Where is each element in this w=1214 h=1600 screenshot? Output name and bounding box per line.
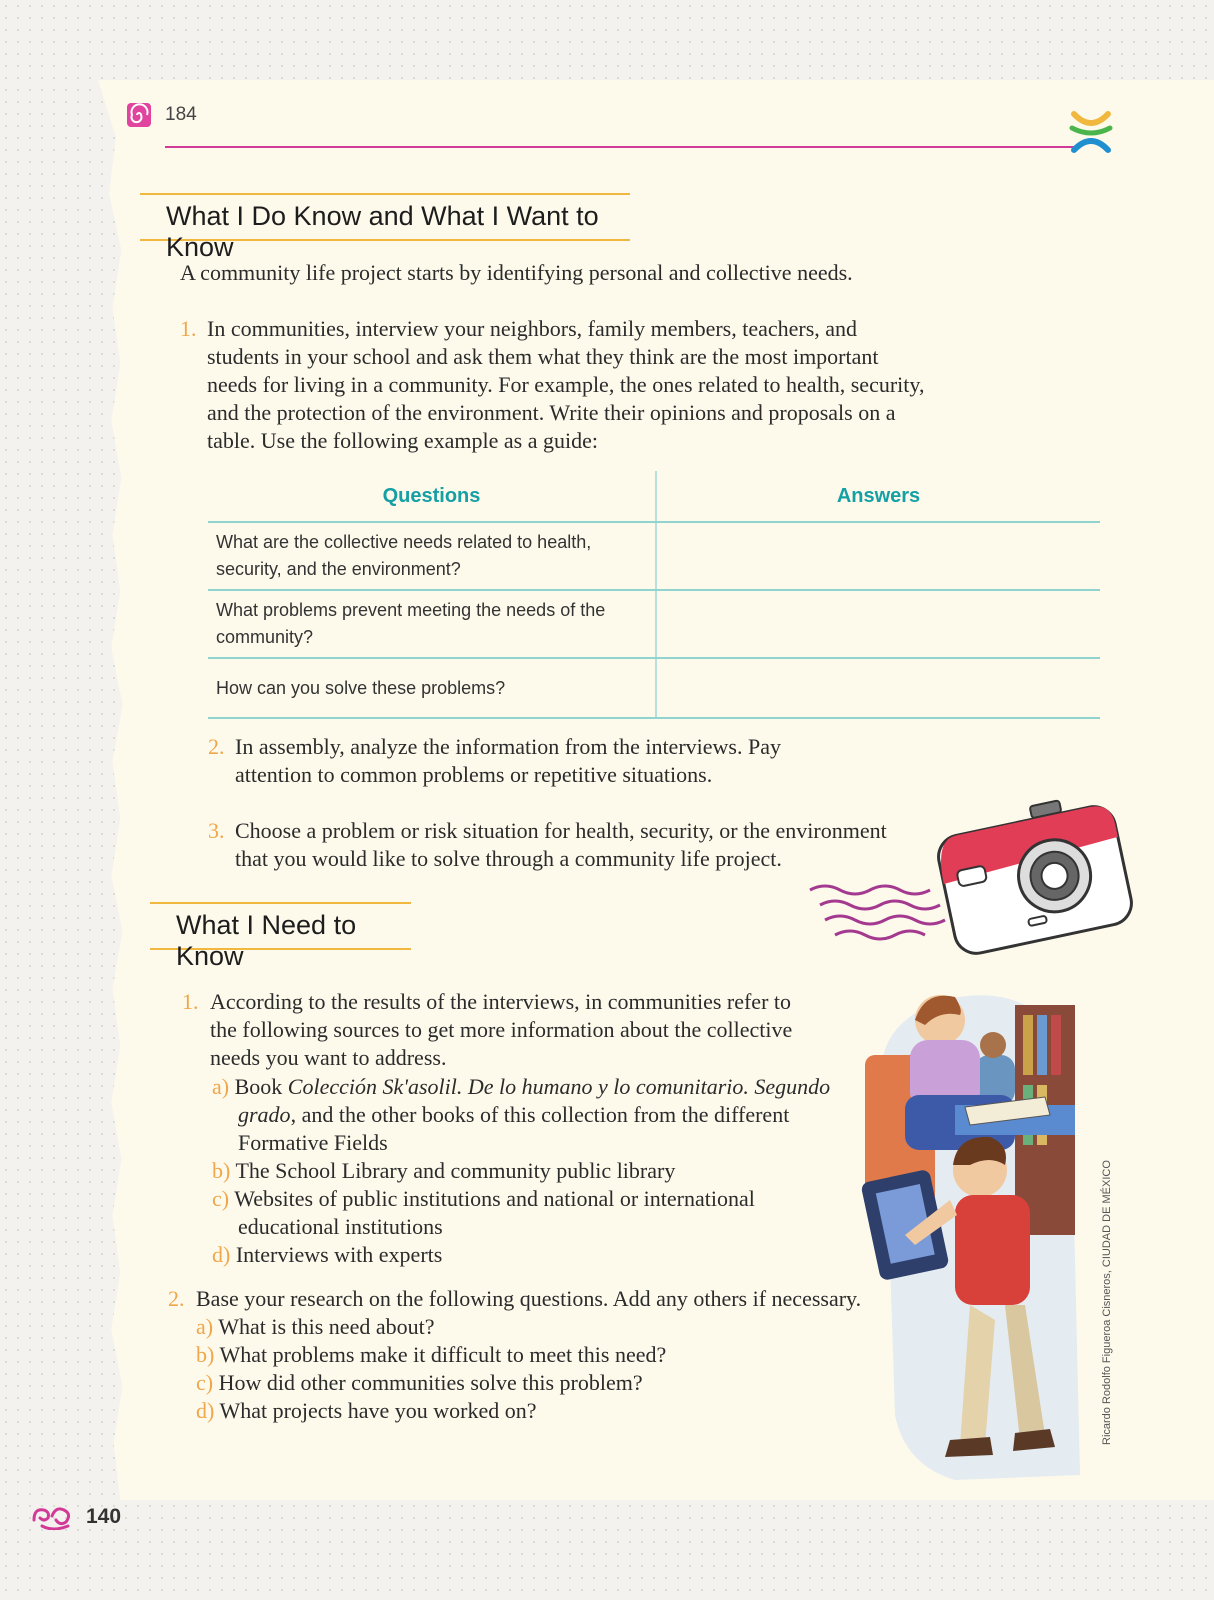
text-line: the following sources to get more information about the collective <box>210 1017 793 1042</box>
sub-item-letter: c) <box>196 1370 214 1395</box>
sub-item-letter: d) <box>196 1398 215 1423</box>
camera-illustration <box>800 795 1140 960</box>
item-number: 1. <box>182 989 199 1014</box>
sub-item-need <box>196 1313 888 1341</box>
text-line: In assembly, analyze the information from the interviews. Pay <box>235 734 781 759</box>
table-header-answers: Answers <box>656 471 1100 522</box>
text-line: needs you want to address. <box>210 1045 447 1070</box>
sub-item-letter: a) <box>196 1314 214 1339</box>
sub-item-library <box>212 1157 842 1185</box>
section-title-what-i-know: What I Do Know and What I Want to Know <box>140 193 630 241</box>
sub-item-other-communities <box>196 1369 888 1397</box>
field-emblem-icon <box>1066 108 1116 156</box>
sub-item-letter: a) <box>212 1074 230 1099</box>
motion-lines <box>810 886 945 939</box>
item-number: 2. <box>168 1286 185 1311</box>
text-line: According to the results of the interviews, in communities refer to <box>210 989 792 1014</box>
text-line: and the protection of the environment. Write their opinions and proposals on a <box>207 400 896 425</box>
book-title: Colección Sk'asolil. De lo humano y lo comunitario. Segundo grado <box>238 1074 831 1127</box>
table-row <box>208 590 1100 658</box>
intro-paragraph: A community life project starts by identifying personal and collective needs. <box>180 260 853 285</box>
sub-item-projects <box>196 1397 888 1425</box>
footer-ornament-icon <box>30 1502 76 1530</box>
table-cell <box>656 658 1100 718</box>
sub-item-text: What problems make it difficult to meet this need? <box>219 1342 667 1367</box>
sub-item-letter: b) <box>196 1342 215 1367</box>
header-rule <box>165 146 1080 148</box>
students-library-illustration <box>845 985 1095 1490</box>
list-item-assembly <box>208 733 908 789</box>
sub-item-problems <box>196 1341 888 1369</box>
sub-item-text: The School Library and community public library <box>235 1158 676 1183</box>
table-row <box>208 658 1100 718</box>
sub-item-letter: c) <box>212 1186 230 1211</box>
text-line: table. Use the following example as a guide: <box>207 428 598 453</box>
sub-item-text: Book <box>234 1074 288 1099</box>
text-line: Choose a problem or risk situation for health, security, or the environment <box>235 818 887 843</box>
text-line: students in your school and ask them what they think are the most important <box>207 344 879 369</box>
spiral-logo-icon <box>124 100 154 130</box>
sub-item-text: , and the other books of this collection from the different Formative Fields <box>238 1102 790 1155</box>
sub-item-text: Websites of public institutions and national or international educational institutions <box>234 1186 755 1239</box>
footer-page-number: 140 <box>86 1505 122 1528</box>
sub-item-letter: b) <box>212 1158 231 1183</box>
sub-item-letter: d) <box>212 1242 231 1267</box>
table-header-questions: Questions <box>208 471 656 522</box>
item-number: 2. <box>208 734 225 759</box>
text-line: Base your research on the following questions. Add any others if necessary. <box>196 1286 862 1311</box>
text-line: attention to common problems or repetitive situations. <box>235 762 713 787</box>
table-cell <box>656 522 1100 590</box>
sub-item-text: What is this need about? <box>218 1314 435 1339</box>
sub-item-interviews <box>212 1241 842 1269</box>
item-number: 1. <box>180 316 197 341</box>
text-line: needs for living in a community. For example, the ones related to health, security, <box>207 372 925 397</box>
sub-item-text: Interviews with experts <box>235 1242 443 1267</box>
list-item-sources <box>182 988 842 1269</box>
table-cell: How can you solve these problems? <box>208 658 656 718</box>
table-cell <box>656 590 1100 658</box>
table-cell: What are the collective needs related to health, security, and the environment? <box>208 522 656 590</box>
header-page-number: 184 <box>165 104 197 125</box>
text-line: In communities, interview your neighbors, family members, teachers, and <box>207 316 858 341</box>
table-row <box>208 522 1100 590</box>
table-cell: What problems prevent meeting the needs of the community? <box>208 590 656 658</box>
questions-table <box>208 471 1100 719</box>
sub-item-text: How did other communities solve this problem? <box>218 1370 643 1395</box>
sub-item-text: What projects have you worked on? <box>219 1398 537 1423</box>
section-title-what-i-need: What I Need to Know <box>150 902 411 950</box>
sub-item-websites <box>212 1185 842 1241</box>
sub-item-book <box>212 1073 842 1157</box>
text-line: that you would like to solve through a community life project. <box>235 846 782 871</box>
list-item-research-questions <box>168 1285 888 1425</box>
illustration-credit: Ricardo Rodolfo Figueroa Cisneros, CIUDAD DE MÉXICO <box>1101 1160 1113 1445</box>
list-item-interview <box>180 315 980 455</box>
item-number: 3. <box>208 818 225 843</box>
